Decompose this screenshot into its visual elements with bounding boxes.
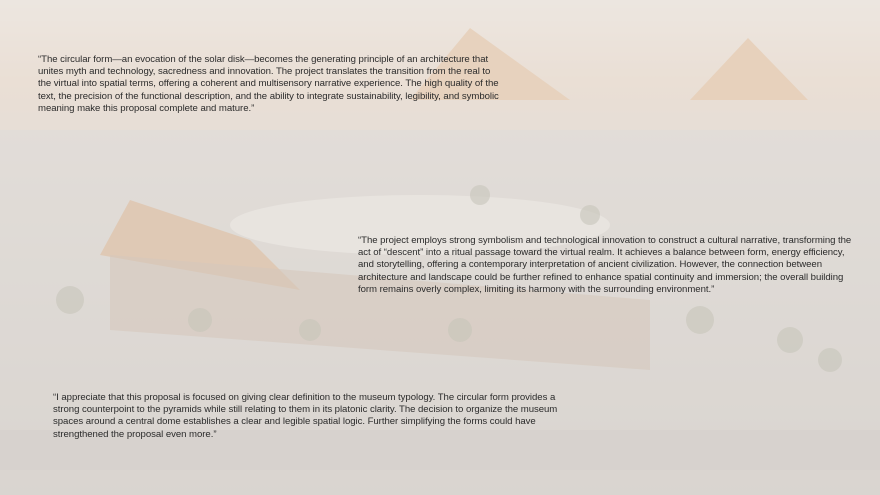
jury-quote-2: “The project employs strong symbolism and technological innovation to construct a cultural narrative, transforming the act of “descent” into a ritual passage toward the virtual realm. It achieves a balance between form, energy efficiency, and storytelling, offering a contemporary interpretation of ancient civilization. However, the connection between architecture and landscape could be further refined to enhance spatial continuity and immersion; the overall building form remains overly complex, limiting its harmony with the surrounding environment.” <box>358 235 852 295</box>
jury-quote-3: “I appreciate that this proposal is focused on giving clear definition to the museum typology. The circular form provides a strong counterpoint to the pyramids while still relating to them in its platonic clarity. The decision to organize the museum spaces around a central dome establishes a clear and legible spatial logic. Further simplifying the forms could have strengthened the proposal even more.” <box>53 392 558 440</box>
jury-quote-1: “The circular form—an evocation of the solar disk—becomes the generating principle of an architecture that unites myth and technology, sacredness and innovation. The project translates the transition from the real to the virtual into spatial terms, offering a coherent and multisensory narrative experience. The high quality of the text, the precision of the functional description, and the ability to integrate sustainability, legibility, and symbolic meaning make this proposal complete and mature.” <box>38 54 499 114</box>
